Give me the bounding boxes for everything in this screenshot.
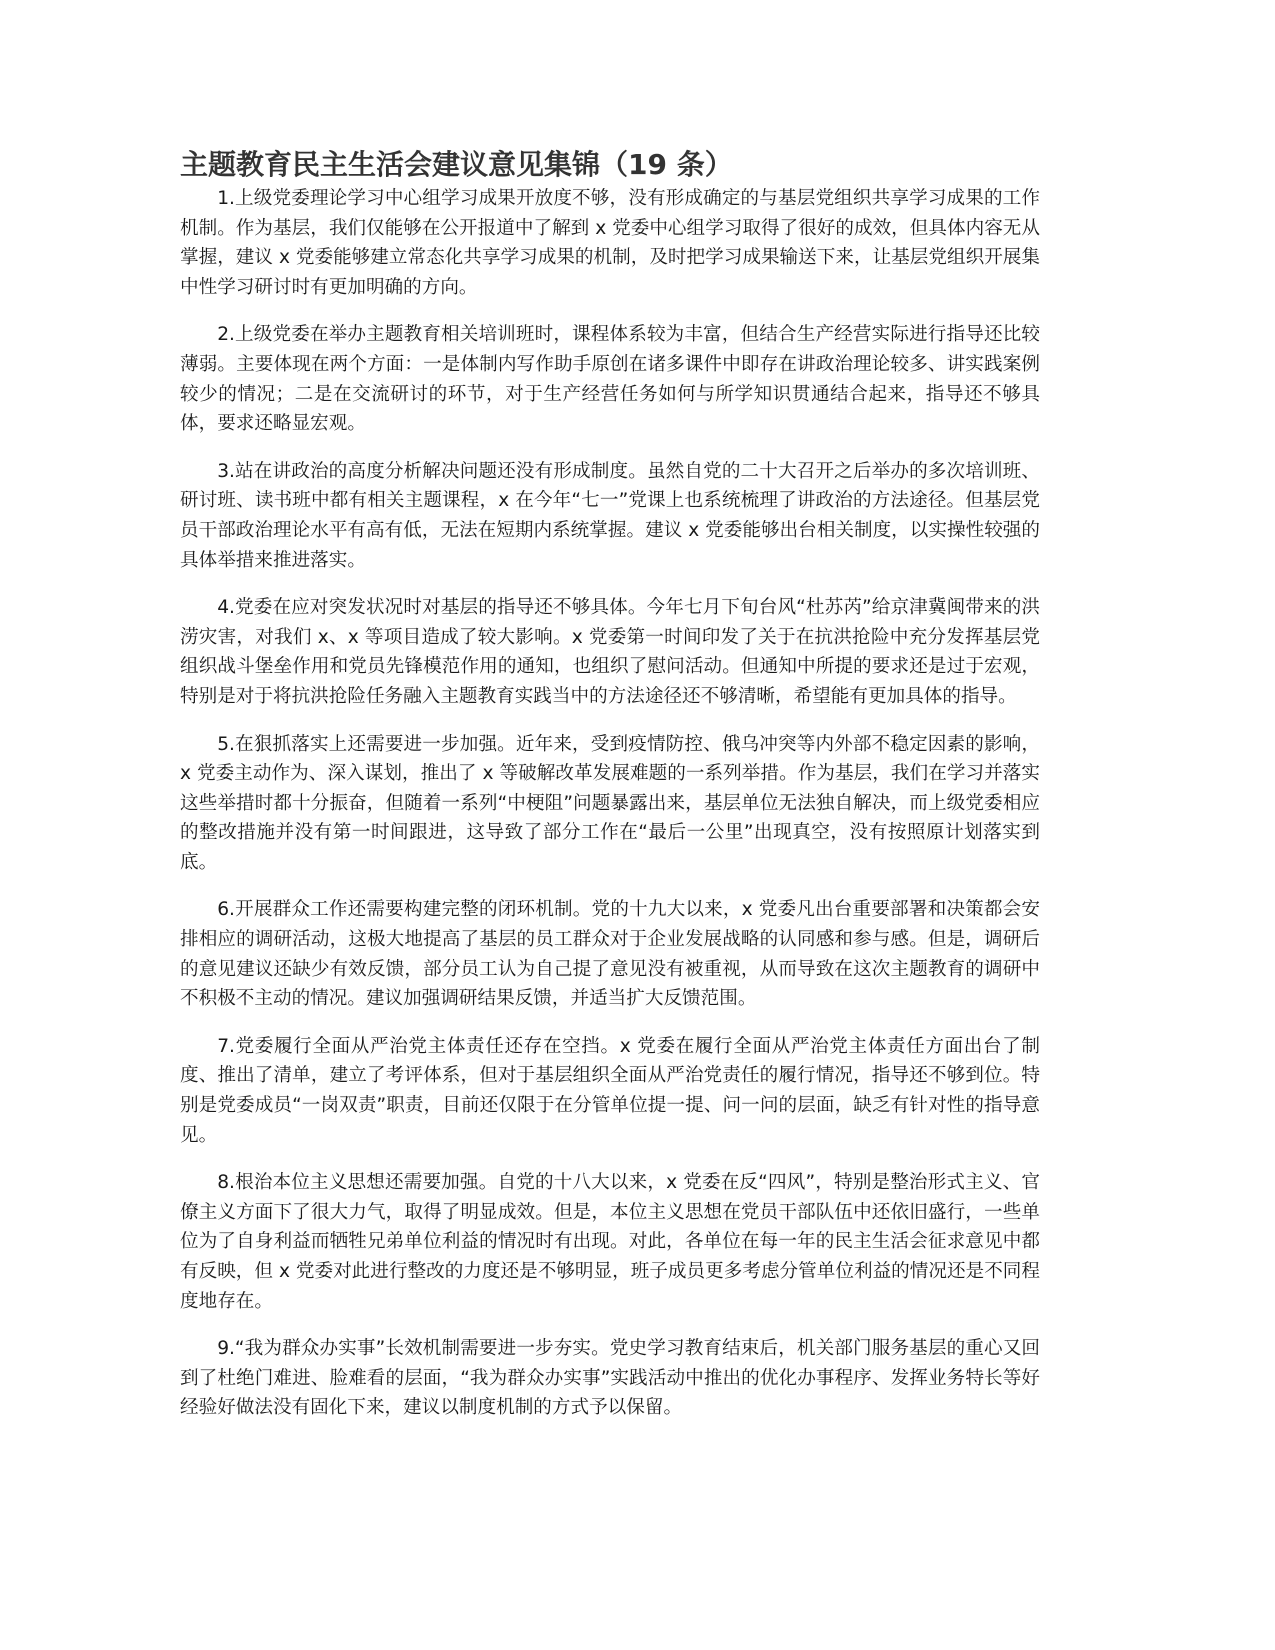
paragraph-2: 2.上级党委在举办主题教育相关培训班时，课程体系较为丰富，但结合生产经营实际进行指导还比较薄弱。主要体现在两个方面：一是体制内写作助手原创在诸多课件中即存在讲政治理论较多、讲实践案例较少的情况；二是在交流研讨的环节，对于生产经营任务如何与所学知识贯通结合起来，指导还不够具体，要求还略显宏观。: [180, 324, 1040, 435]
paragraph-1: 1.上级党委理论学习中心组学习成果开放度不够，没有形成确定的与基层党组织共享学习成果的工作机制。作为基层，我们仅能够在公开报道中了解到 x 党委中心组学习取得了很好的成效，但具体内容无从掌握，建议 x 党委能够建立常态化共享学习成果的机制，及时把学习成果输送下来，让基层党组织开展集中性学习研讨时有更加明确的方向。: [180, 188, 1040, 298]
paragraph-8: 8.根治本位主义思想还需要加强。自党的十八大以来，x 党委在反“四风”，特别是整治形式主义、官僚主义方面下了很大力气，取得了明显成效。但是，本位主义思想在党员干部队伍中还依旧盛行，一些单位为了自身利益而牺牲兄弟单位利益的情况时有出现。对此，各单位在每一年的民主生活会征求意见中都有反映，但 x 党委对此进行整改的力度还是不够明显，班子成员更多考虑分管单位利益的情况还是不同程度地存在。: [180, 1172, 1040, 1312]
paragraph-9: 9.“我为群众办实事”长效机制需要进一步夯实。党史学习教育结束后，机关部门服务基层的重心又回到了杜绝门难进、脸难看的层面，“我为群众办实事”实践活动中推出的优化办事程序、发挥业务特长等好经验好做法没有固化下来，建议以制度机制的方式予以保留。: [180, 1338, 1040, 1419]
document-page: [180, 148, 1040, 1441]
paragraph-3: 3.站在讲政治的高度分析解决问题还没有形成制度。虽然自党的二十大召开之后举办的多次培训班、研讨班、读书班中都有相关主题课程，x 在今年“七一”党课上也系统梳理了讲政治的方法途径。但基层党员干部政治理论水平有高有低，无法在短期内系统掌握。建议 x 党委能够出台相关制度，以实操性较强的具体举措来推进落实。: [180, 460, 1040, 571]
paragraph-6: 6.开展群众工作还需要构建完整的闭环机制。党的十九大以来，x 党委凡出台重要部署和决策都会安排相应的调研活动，这极大地提高了基层的员工群众对于企业发展战略的认同感和参与感。但是，调研后的意见建议还缺少有效反馈，部分员工认为自己提了意见没有被重视，从而导致在这次主题教育的调研中不积极不主动的情况。建议加强调研结果反馈，并适当扩大反馈范围。: [180, 899, 1040, 1010]
paragraph-7: 7.党委履行全面从严治党主体责任还存在空挡。x 党委在履行全面从严治党主体责任方面出台了制度、推出了清单，建立了考评体系，但对于基层组织全面从严治党责任的履行情况，指导还不够到位。特别是党委成员“一岗双责”职责，目前还仅限于在分管单位提一提、问一问的层面，缺乏有针对性的指导意见。: [180, 1035, 1040, 1146]
paragraph-5: 5.在狠抓落实上还需要进一步加强。近年来，受到疫情防控、俄乌冲突等内外部不稳定因素的影响，x 党委主动作为、深入谋划，推出了 x 等破解改革发展难题的一系列举措。作为基层，我们在学习并落实这些举措时都十分振奋，但随着一系列“中梗阻”问题暴露出来，基层单位无法独自解决，而上级党委相应的整改措施并没有第一时间跟进，这导致了部分工作在“最后一公里”出现真空，没有按照原计划落实到底。: [180, 733, 1040, 873]
paragraph-4: 4.党委在应对突发状况时对基层的指导还不够具体。今年七月下旬台风“杜苏芮”给京津冀闽带来的洪涝灾害，对我们 x、x 等项目造成了较大影响。x 党委第一时间印发了关于在抗洪抢险中充分发挥基层党组织战斗堡垒作用和党员先锋模范作用的通知，也组织了慰问活动。但通知中所提的要求还是过于宏观，特别是对于将抗洪抢险任务融入主题教育实践当中的方法途径还不够清晰，希望能有更加具体的指导。: [180, 597, 1040, 707]
document-title: 主题教育民主生活会建议意见集锦（19 条）: [180, 148, 733, 181]
